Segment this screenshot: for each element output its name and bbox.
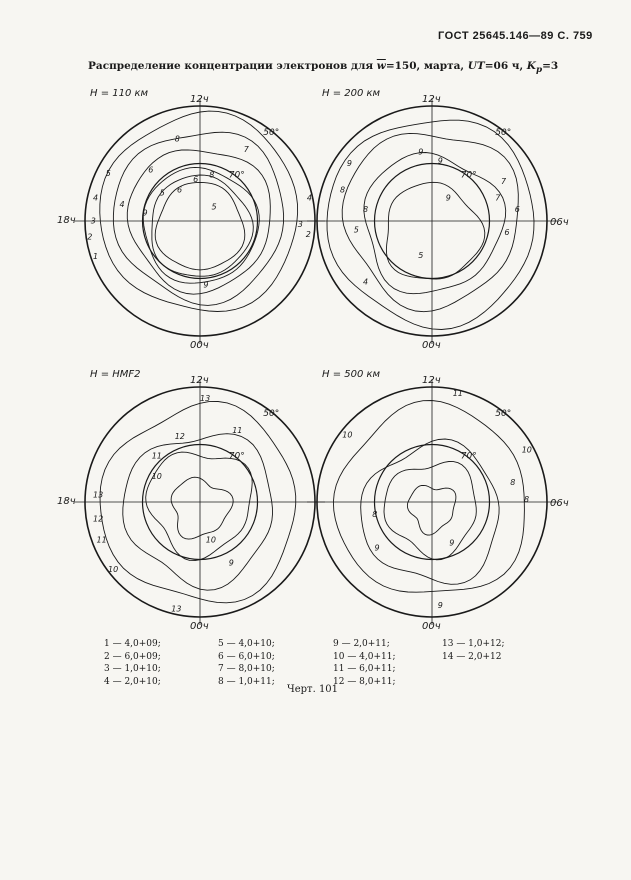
legend-col-3 [333,638,396,688]
contour-label: 3 [90,216,96,226]
legend-entry: 8 — 1,0+11; [218,676,275,687]
latitude-70-label: 70° [460,451,477,462]
noon-label: 12ч [190,375,209,386]
legend-entry: 9 — 2,0+11; [333,639,390,649]
dawn-06h-label: 06ч [550,217,569,228]
latitude-50-label: 50° [263,408,280,419]
contour-label: 8 [372,510,378,519]
midnight-label: 00ч [422,340,441,351]
noon-label: 12ч [422,375,441,386]
legend-entry: 13 — 1,0+12; [442,639,505,649]
contour-label: 2 [87,232,93,242]
contour-label: 9 [437,600,443,610]
contour-label: 6 [193,174,199,184]
legend-entry: 1 — 4,0+09; [104,639,161,649]
contour-label: 5 [159,188,165,198]
contour-label: 7 [243,145,249,154]
contour-label: 6 [514,204,520,214]
legend-entry: 11 — 6,0+11; [333,664,396,674]
contour-line [342,133,518,311]
noon-label: 12ч [190,94,209,105]
legend-entry: 2 — 6,0+09; [104,651,161,662]
contour-label: 9 [374,543,380,553]
contour-label: 2 [305,230,311,240]
contour-line [152,175,253,276]
contour-label: 13 [93,490,104,500]
polar-panel [307,88,569,351]
document-header: ГОСТ 25645.146—89 С. 759 [438,30,593,42]
legend-entry: 3 — 1,0+10; [104,664,161,674]
contour-label: 9 [228,558,234,568]
contour-line [123,431,273,591]
legend-col-2 [218,638,275,688]
contour-label: 9 [437,156,443,166]
contour-label: 6 [177,185,183,195]
dawn-06h-label: 06ч [550,498,569,509]
contour-label: 4 [306,193,312,203]
contour-label: 11 [232,426,243,435]
contour-label: 3 [297,219,303,229]
latitude-70-label: 70° [228,170,245,181]
contour-line [384,462,476,560]
title-w-symbol: $\overline{w}$ [376,60,386,72]
noon-label: 12ч [422,94,441,105]
contour-label: 4 [119,200,125,210]
contour-label: 9 [203,280,209,290]
contour-label: 8 [174,134,180,144]
contour-line [361,439,499,584]
polar-panel [307,369,569,632]
contour-label: 6 [504,227,510,237]
contour-label: 10 [205,535,216,545]
dusk-18h-label: 18ч [57,496,76,507]
title-kp: K [526,60,536,72]
contour-label: 13 [200,393,211,403]
title-rest: =150, марта, [385,60,465,72]
contour-label: 10 [521,445,532,455]
contour-label: 9 [142,208,148,218]
title-ut: UT [467,60,485,72]
latitude-70-label: 70° [228,451,245,462]
contour-line [364,153,506,294]
panel-altitude-label: H = 110 км [90,88,149,99]
contour-label: 10 [108,565,119,575]
dusk-18h-label: 18ч [57,215,76,226]
contour-label: 7 [495,193,501,203]
contour-label: 12 [174,431,185,441]
contour-label: 12 [93,514,104,524]
legend-col-1 [104,638,161,688]
legend-entry: 12 — 8,0+11; [333,676,396,687]
contour-label: 7 [501,177,507,187]
legend-entry: 10 — 4,0+11; [333,651,396,662]
contour-label: 8 [510,477,516,487]
legend-entry: 7 — 8,0+10; [218,664,275,674]
contour-label: 10 [151,472,162,481]
midnight-label: 00ч [422,621,441,632]
contour-label: 6 [148,165,154,175]
latitude-50-label: 50° [495,127,512,138]
contour-label: 8 [209,170,215,180]
contour-line [143,167,259,283]
figure-caption: Черт. 101 [287,684,339,695]
midnight-label: 00ч [190,621,209,632]
contour-label: 9 [445,193,451,203]
panel-altitude-label: H = 200 км [322,88,381,99]
contour-line [171,477,233,539]
contour-label: 8 [524,495,530,504]
polar-panel [57,88,325,351]
contour-line [113,132,283,305]
latitude-50-label: 50° [495,408,512,419]
midnight-label: 00ч [190,340,209,351]
contour-label: 9 [418,147,424,157]
contour-label: 5 [211,202,217,212]
contour-label: 5 [105,169,111,179]
latitude-50-label: 50° [263,127,280,138]
contour-line [100,111,298,311]
legend-entry: 14 — 2,0+12 [442,651,502,662]
contour-label: 1 [93,251,99,261]
contour-label: 5 [353,225,359,235]
contour-label: 13 [171,604,182,614]
contour-label: 5 [418,250,424,260]
title-kp-sub: p [535,65,543,76]
contour-label: 10 [342,430,353,440]
legend-entry: 4 — 2,0+10; [104,676,161,687]
title-kp-rest: =3 [542,60,559,72]
latitude-70-label: 70° [460,170,477,181]
legend-col-4 [442,638,505,663]
contour-label: 8 [363,204,369,214]
contour-label: 11 [151,451,162,461]
legend-entry: 6 — 6,0+10; [218,651,275,662]
contour-label: 4 [93,193,99,203]
contour-label: 9 [346,158,352,168]
contour-label: 9 [449,538,455,548]
title-prefix: Распределение концентрации электронов для [88,60,374,72]
title-ut-rest: =06 ч, [484,60,524,72]
panel-altitude-label: H = HMF2 [90,369,141,380]
contour-label: 11 [452,389,463,399]
polar-panel [57,369,325,632]
panel-altitude-label: H = 500 км [322,369,381,380]
contour-label: 8 [340,185,346,195]
contour-label: 11 [96,535,107,545]
contour-label: 4 [363,277,369,287]
legend-entry: 5 — 4,0+10; [218,639,275,649]
